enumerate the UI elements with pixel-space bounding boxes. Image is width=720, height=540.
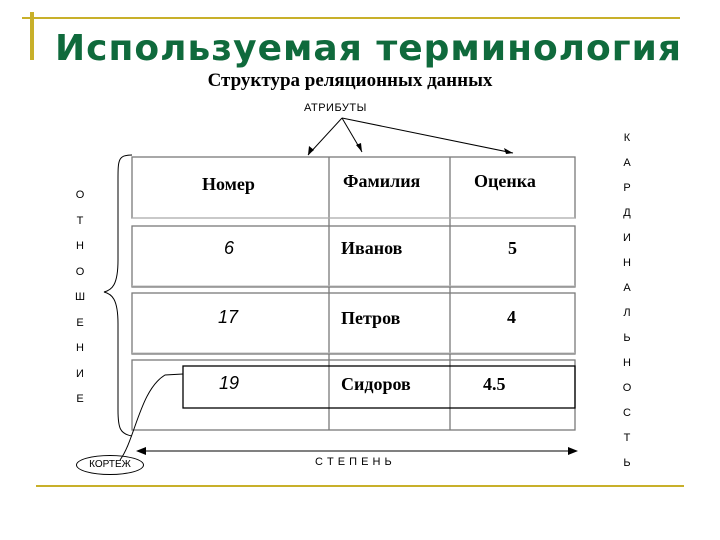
cell-surname: Иванов [341, 238, 403, 258]
cell-number: 6 [224, 238, 235, 258]
relation-brace [104, 155, 132, 436]
cell-grade: 5 [508, 238, 517, 258]
attribute-arrows [308, 118, 513, 155]
cardinality-label: К А Р Д И Н А Л Ь Н О С Т Ь [622, 132, 632, 469]
slide-subtitle: Структура реляционных данных [207, 70, 493, 91]
cell-grade: 4 [507, 307, 516, 327]
tuple-label: КОРТЕЖ [76, 455, 144, 475]
cell-number: 19 [219, 373, 240, 393]
header-number: Номер [202, 174, 255, 194]
cell-surname: Петров [341, 308, 401, 328]
cell-grade: 4.5 [483, 374, 506, 394]
header-surname: Фамилия [343, 171, 421, 191]
degree-label: С Т Е П Е Н Ь [315, 456, 393, 468]
relation-label: О Т Н О Ш Е Н И Е [74, 189, 86, 405]
cell-surname: Сидоров [341, 374, 411, 394]
header-grade: Оценка [474, 171, 536, 191]
tuple-pointer [120, 374, 183, 460]
attributes-label: АТРИБУТЫ [304, 102, 367, 114]
slide-title: Используемая терминология [55, 28, 682, 69]
cell-number: 17 [218, 307, 239, 327]
